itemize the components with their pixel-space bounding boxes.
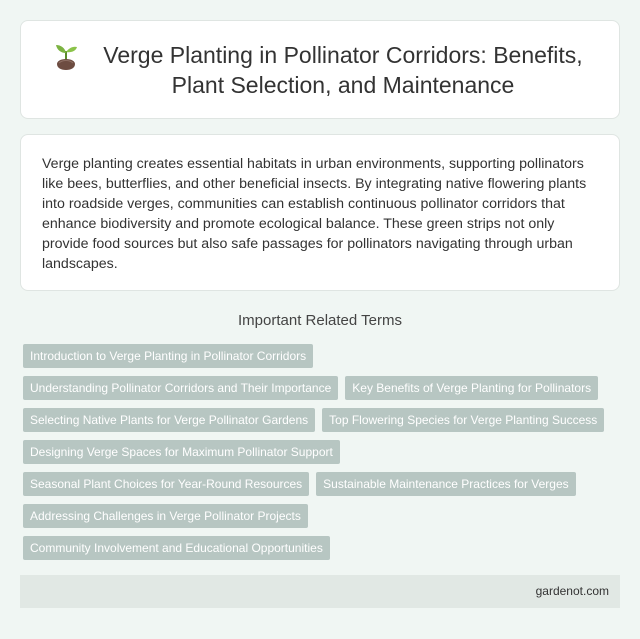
related-term-tag[interactable]: Addressing Challenges in Verge Pollinator Projects xyxy=(23,504,308,528)
tag-row xyxy=(20,472,620,496)
related-term-tag[interactable]: Understanding Pollinator Corridors and Their Importance xyxy=(23,376,338,400)
tag-row xyxy=(20,504,620,528)
title-card xyxy=(20,20,620,119)
footer-site-link[interactable]: gardenot.com xyxy=(535,584,609,598)
related-term-tag[interactable]: Key Benefits of Verge Planting for Pollinators xyxy=(345,376,598,400)
footer xyxy=(20,575,620,608)
intro-card xyxy=(20,134,620,291)
related-term-tag[interactable]: Selecting Native Plants for Verge Pollinator Gardens xyxy=(23,408,315,432)
related-term-tag[interactable]: Sustainable Maintenance Practices for Verges xyxy=(316,472,575,496)
tag-row xyxy=(20,344,620,368)
related-term-tag[interactable]: Seasonal Plant Choices for Year-Round Resources xyxy=(23,472,309,496)
title-wrap xyxy=(52,40,588,100)
related-term-tag[interactable]: Community Involvement and Educational Opportunities xyxy=(23,536,330,560)
intro-text: Verge planting creates essential habitats in urban environments, supporting pollinators like bees, butterflies, and other beneficial insects. By integrating native flowering plants into roadside verges, communities can establish continuous pollinator corridors that enhance biodiversity and promote ecological balance. These green strips not only provide food sources but also safe passages for pollinators navigating through urban landscapes. xyxy=(42,156,587,272)
tag-row xyxy=(20,408,620,432)
tag-row xyxy=(20,440,620,464)
related-terms-heading: Important Related Terms xyxy=(238,312,402,329)
related-term-tag[interactable]: Top Flowering Species for Verge Planting Success xyxy=(322,408,604,432)
related-term-tag[interactable]: Introduction to Verge Planting in Pollinator Corridors xyxy=(23,344,313,368)
related-terms-list xyxy=(20,344,620,568)
tag-row xyxy=(20,376,620,400)
page-title: Verge Planting in Pollinator Corridors: Benefits, Plant Selection, and Maintenance xyxy=(103,41,583,98)
sprout-icon xyxy=(52,42,80,72)
tag-row xyxy=(20,536,620,560)
related-term-tag[interactable]: Designing Verge Spaces for Maximum Pollinator Support xyxy=(23,440,340,464)
